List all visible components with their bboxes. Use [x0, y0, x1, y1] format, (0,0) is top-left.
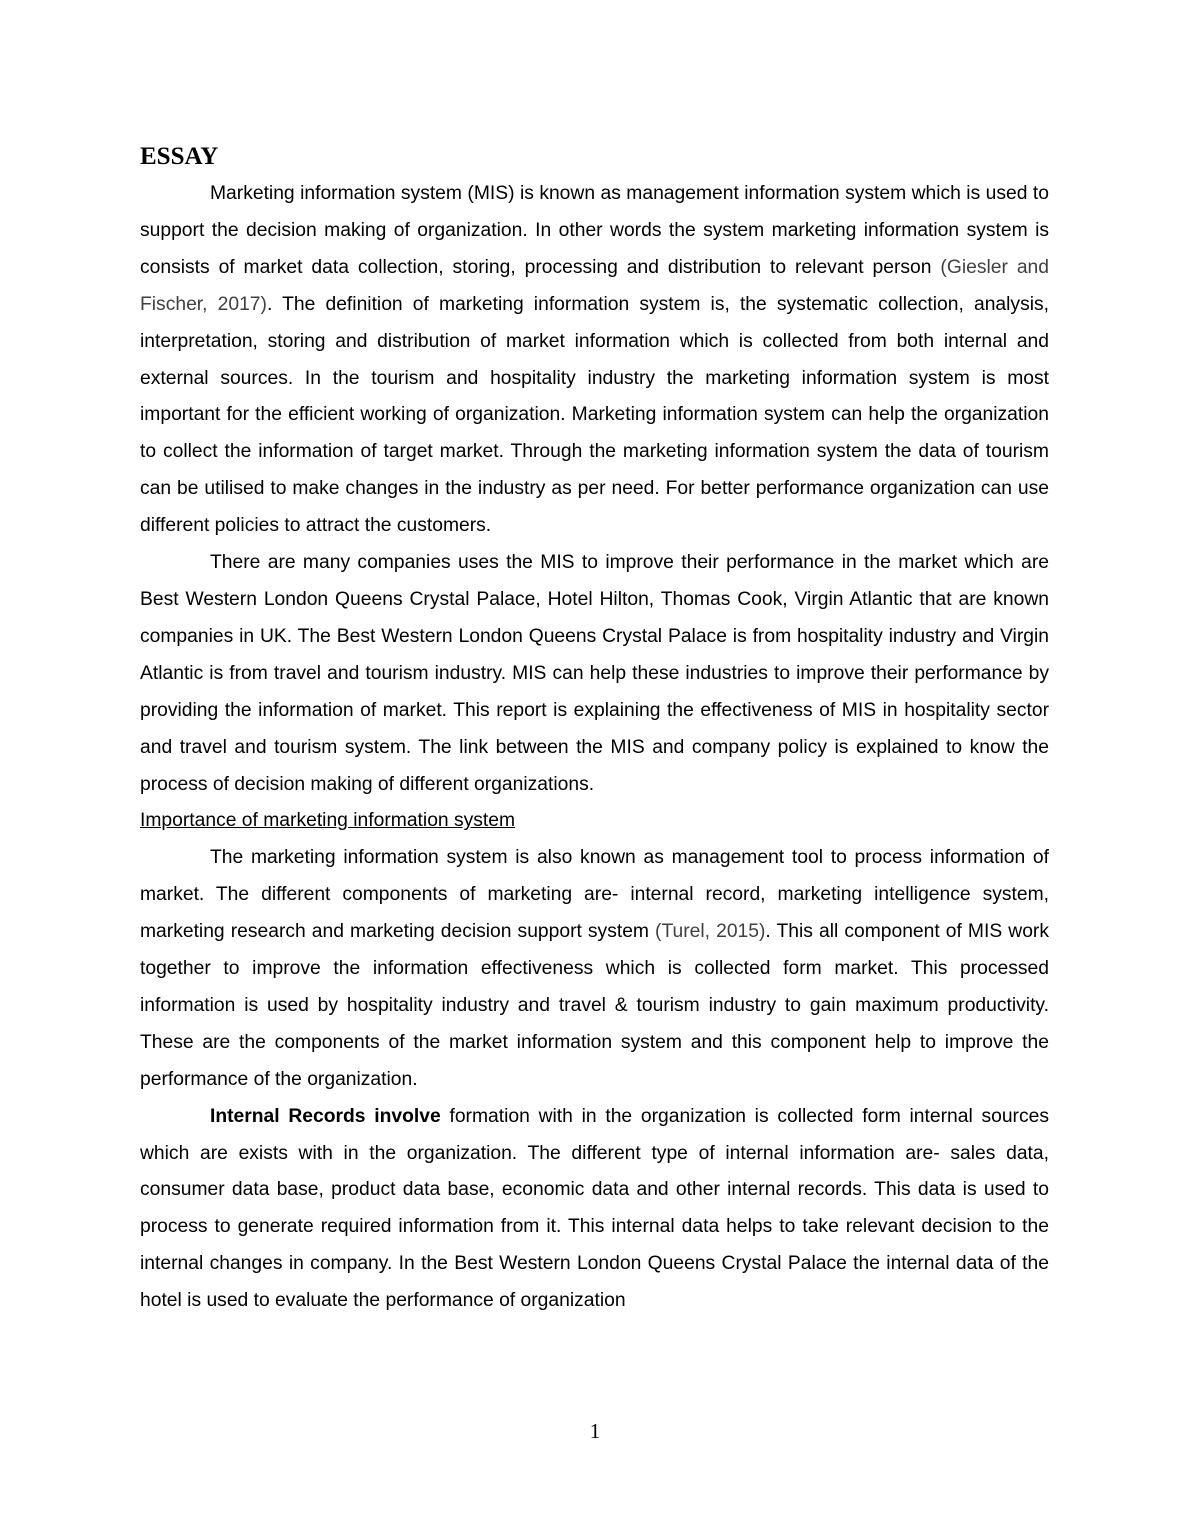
paragraph-importance	[140, 840, 1049, 1098]
paragraph-text: formation with in the organization is collected form internal sources which are exists with in the organization. The different type of internal information are- sales data, consumer data base, product data base, economic data and other internal records. This data is used to process to generate required information from it. This internal data helps to take relevant decision to the internal changes in company. In the Best Western London Queens Crystal Palace the internal data of the hotel is used to evaluate the performance of organization	[140, 1105, 1049, 1312]
citation-turel: (Turel, 2015)	[655, 921, 766, 943]
bold-lead-term: Internal Records involve	[210, 1105, 441, 1127]
paragraph-text: The marketing information system is also known as management tool to process information of market. The different components of marketing are- internal record, marketing intelligence system, marketing research and marketing decision support system	[140, 847, 1049, 943]
paragraph-internal-records	[140, 1099, 1049, 1320]
paragraph-mis-definition	[140, 176, 1049, 545]
page-number: 1	[589, 1419, 601, 1443]
citation-giesler-fischer: (Giesler and Fischer, 2017)	[140, 256, 1049, 315]
paragraph-companies: There are many companies uses the MIS to improve their performance in the market which are Best Western London Queens Crystal Palace, Hotel Hilton, Thomas Cook, Virgin Atlantic that are known companies in UK. The Best Western London Queens Crystal Palace is from hospitality industry and Virgin Atlantic is from travel and tourism industry. MIS can help these industries to improve their performance by providing the information of market. This report is explaining the effectiveness of MIS in hospitality sector and travel and tourism system. The link between the MIS and company policy is explained to know the process of decision making of different organizations.	[140, 552, 1049, 795]
essay-body	[140, 140, 1049, 1320]
paragraph-text: . The definition of marketing information system is, the systematic collection, analysis, interpretation, storing and distribution of market information which is collected from both internal and external sources. In the tourism and hospitality industry the marketing information system is most important for the efficient working of organization. Marketing information system can help the organization to collect the information of target market. Through the marketing information system the data of tourism can be utilised to make changes in the industry as per need. For better performance organization can use different policies to attract the customers.	[140, 293, 1049, 537]
paragraph-text: . This all component of MIS work together to improve the information effectiveness which is collected form market. This processed information is used by hospitality industry and travel & tourism industry to gain maximum productivity. These are the components of the market information system and this component help to improve the performance of the organization.	[140, 921, 1049, 1090]
essay-heading: ESSAY	[140, 143, 219, 170]
paragraph-text: Marketing information system (MIS) is known as management information system which is used to support the decision making of organization. In other words the system marketing information system is consists of market data collection, storing, processing and distribution to relevant person	[140, 183, 1049, 278]
section-subheading: Importance of marketing information system	[140, 810, 516, 832]
